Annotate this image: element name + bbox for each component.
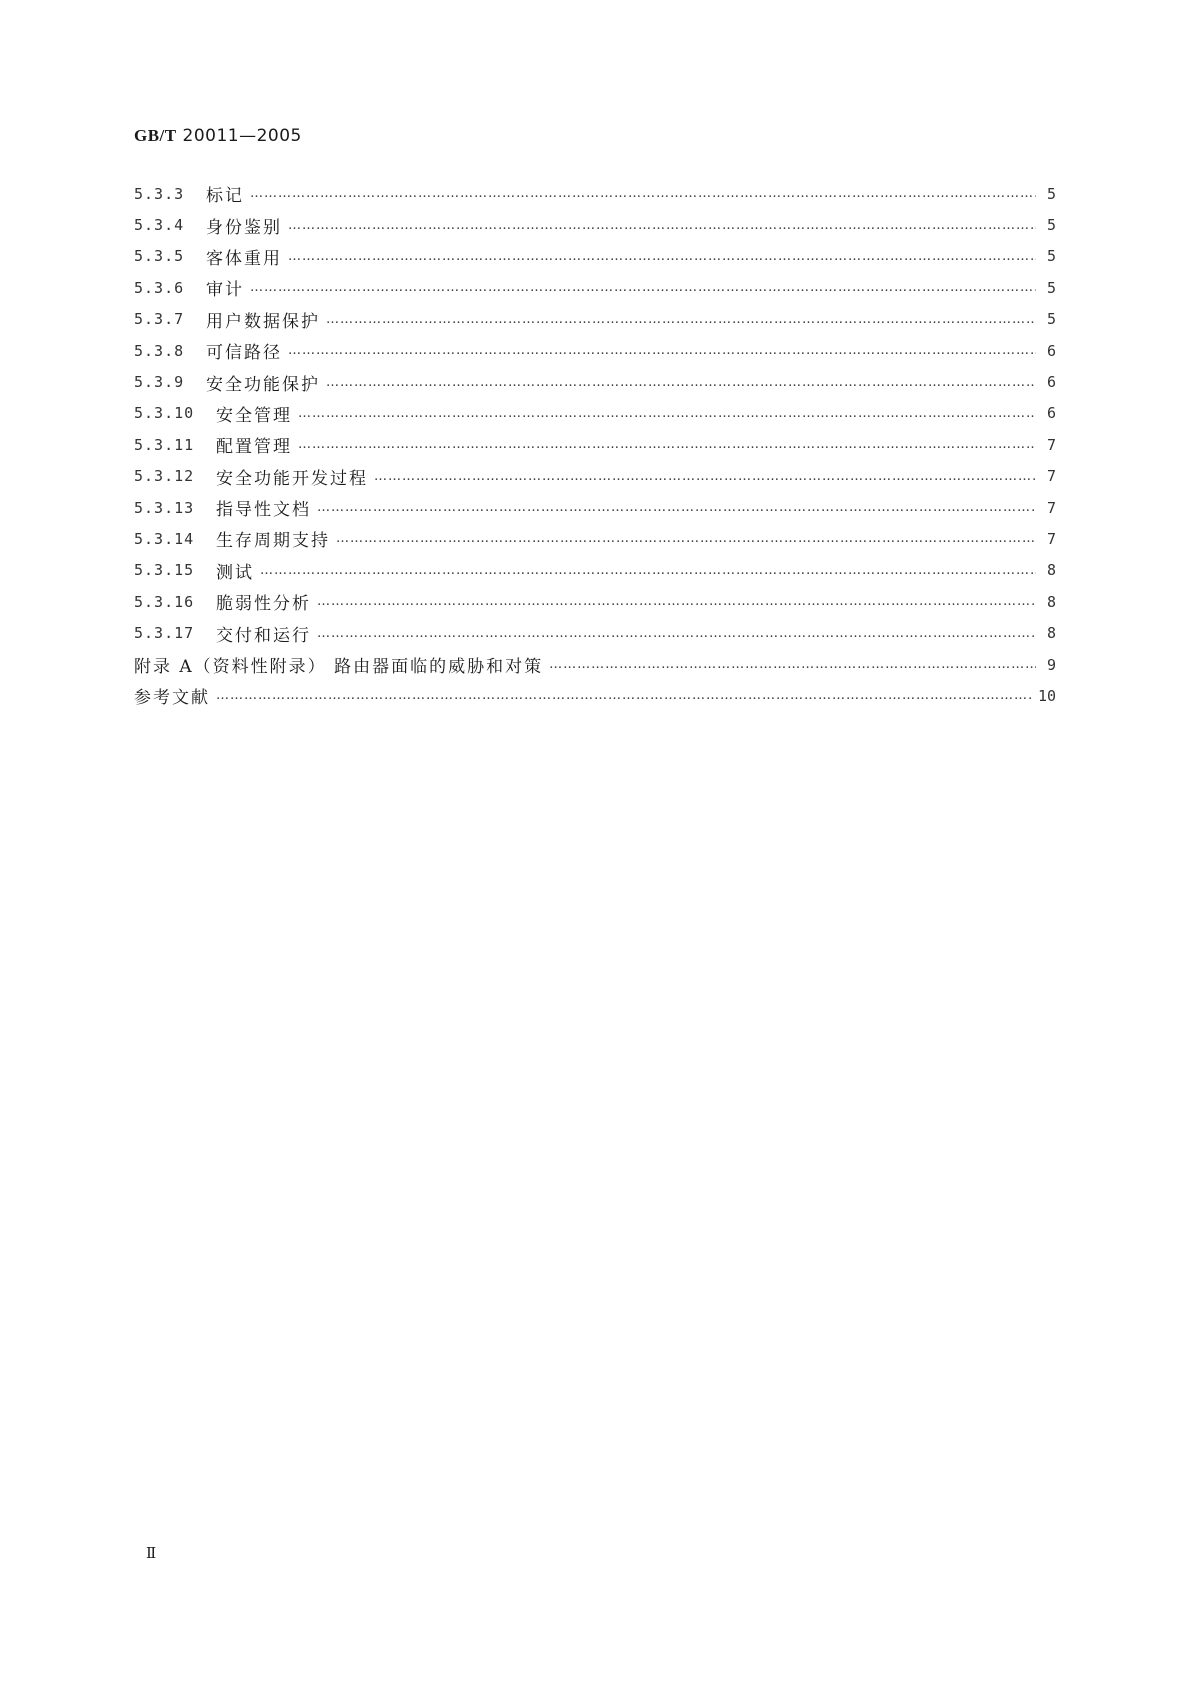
toc-entry-title: 附录 A（资料性附录） 路由器面临的威胁和对策 [134,657,544,678]
toc-entry[interactable] [134,335,1056,366]
toc-dot-leader [374,469,1036,484]
toc-entry-title: 脆弱性分析 [216,594,311,615]
toc-entry-title: 安全管理 [216,405,292,426]
toc-entry[interactable] [134,586,1056,617]
toc-entry-page: 6 [1046,373,1056,392]
toc-dot-leader [298,406,1036,421]
toc-entry-page: 5 [1046,247,1056,266]
toc-entry-appendix-a[interactable] [134,649,1056,680]
toc-entry-number: 5.3.14 [134,529,195,548]
toc-entry[interactable] [134,617,1056,648]
toc-dot-leader [298,437,1036,452]
toc-entry-title: 客体重用 [206,248,282,269]
toc-dot-leader [288,343,1036,358]
toc-entry[interactable] [134,429,1056,460]
toc-dot-leader [549,657,1036,672]
toc-entry-number: 5.3.17 [134,624,195,643]
toc-entry-page: 5 [1046,184,1056,203]
toc-dot-leader [250,186,1036,201]
toc-entry-page: 5 [1046,310,1056,329]
toc-entry-title: 标记 [206,186,244,207]
toc-entry-title: 身份鉴别 [206,217,282,238]
toc-entry-number: 5.3.7 [134,310,185,329]
toc-dot-leader [288,249,1036,264]
toc-entry-page: 7 [1046,529,1056,548]
toc-entry[interactable] [134,398,1056,429]
toc-entry-title: 参考文献 [134,688,210,709]
toc-entry[interactable] [134,209,1056,240]
toc-entry[interactable] [134,523,1056,554]
toc-entry-number: 5.3.15 [134,561,195,580]
toc-entry-title: 配置管理 [216,437,292,458]
toc-dot-leader [260,563,1036,578]
toc-entry-title: 交付和运行 [216,625,311,646]
toc-entry-title: 安全功能开发过程 [216,468,368,489]
toc-entry-page: 9 [1046,655,1056,674]
toc-entry-title: 生存周期支持 [216,531,330,552]
toc-dot-leader [317,626,1036,641]
standard-number: 20011—2005 [182,126,302,146]
toc-entry-number: 5.3.5 [134,247,185,266]
toc-entry-page: 5 [1046,216,1056,235]
toc-dot-leader [317,500,1036,515]
toc-entry-title: 测试 [216,562,254,583]
toc-entry-title: 指导性文档 [216,500,311,521]
toc-entry-page: 7 [1046,435,1056,454]
toc-entry[interactable] [134,304,1056,335]
toc-entry-title: 用户数据保护 [206,311,320,332]
table-of-contents [134,178,1056,712]
toc-entry[interactable] [134,461,1056,492]
page-number: Ⅱ [146,1546,157,1562]
toc-entry[interactable] [134,178,1056,209]
toc-entry-page: 8 [1046,561,1056,580]
toc-entry-page: 5 [1046,278,1056,297]
toc-dot-leader [216,688,1032,703]
standard-code: GB/T [134,126,177,145]
toc-entry-page: 6 [1046,341,1056,360]
toc-entry[interactable] [134,555,1056,586]
toc-entry-page: 8 [1046,592,1056,611]
toc-dot-leader [326,312,1036,327]
toc-dot-leader [336,531,1036,546]
toc-entry[interactable] [134,272,1056,303]
toc-dot-leader [326,375,1036,390]
standard-header [134,126,302,146]
toc-entry-number: 5.3.4 [134,216,185,235]
toc-entry-number: 5.3.10 [134,404,195,423]
toc-entry-bibliography[interactable] [134,680,1056,711]
toc-entry-title: 可信路径 [206,343,282,364]
toc-entry-number: 5.3.16 [134,592,195,611]
toc-entry-page: 10 [1037,686,1056,705]
toc-entry-title: 安全功能保护 [206,374,320,395]
toc-entry-number: 5.3.9 [134,373,185,392]
toc-entry[interactable] [134,366,1056,397]
toc-dot-leader [288,218,1036,233]
toc-dot-leader [250,280,1036,295]
toc-entry-page: 7 [1046,498,1056,517]
toc-entry-page: 8 [1046,624,1056,643]
toc-entry-number: 5.3.8 [134,341,185,360]
toc-entry[interactable] [134,241,1056,272]
toc-entry-number: 5.3.6 [134,278,185,297]
toc-entry-page: 6 [1046,404,1056,423]
toc-entry-title: 审计 [206,280,244,301]
toc-entry-page: 7 [1046,467,1056,486]
toc-dot-leader [317,594,1036,609]
toc-entry-number: 5.3.13 [134,498,195,517]
toc-entry-number: 5.3.12 [134,467,195,486]
toc-entry-number: 5.3.11 [134,435,195,454]
toc-entry-number: 5.3.3 [134,184,185,203]
toc-entry[interactable] [134,492,1056,523]
